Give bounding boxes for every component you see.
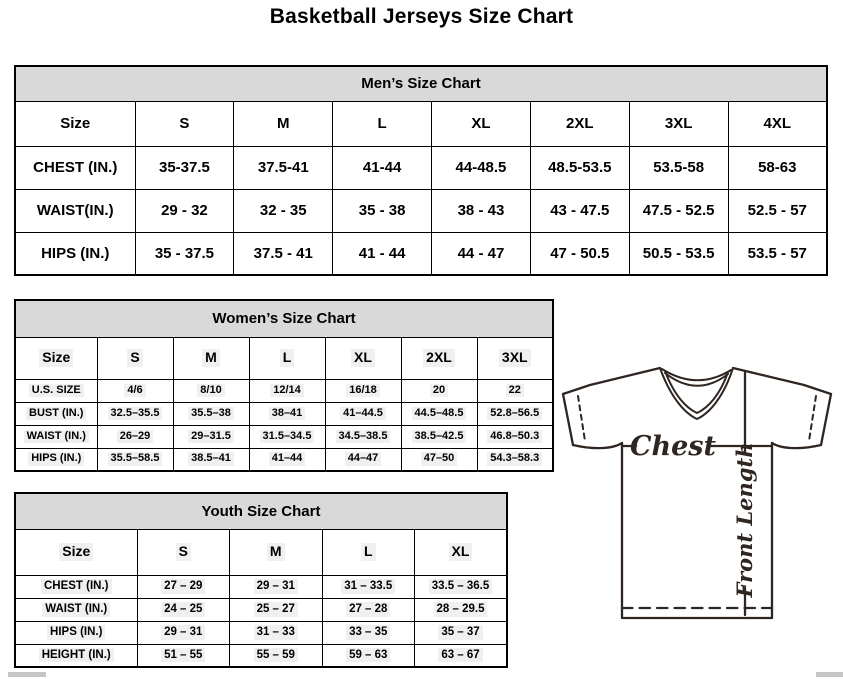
women-table-cell [325,379,401,402]
men-columns-row [15,101,827,146]
youth-table-cell [230,644,323,667]
cell-text: 29–31.5 [188,430,234,444]
men-column-header: S [135,101,234,146]
women-row-label [15,402,97,425]
cell-text: 27 – 29 [161,579,205,593]
youth-table-row [15,644,507,667]
cell-text: 2XL [423,349,455,367]
women-table-cell [249,425,325,448]
women-table-cell [249,402,325,425]
men-title-row [15,66,827,101]
women-table-cell [249,448,325,471]
cell-text: 20 [430,384,448,398]
cell-text: XL [449,543,473,561]
men-row-label: WAIST(IN.) [15,189,135,232]
cell-text: 38.5–42.5 [412,430,467,444]
cell-text: 35.5–38 [188,407,234,421]
cell-text: U.S. SIZE [29,384,84,398]
youth-table-row [15,598,507,621]
cell-text: Size [59,543,93,561]
cell-text: BUST (IN.) [26,407,86,421]
women-row-label [15,425,97,448]
women-table-cell [173,402,249,425]
men-table-cell: 44 - 47 [432,232,531,275]
youth-columns-row [15,529,507,575]
men-table-title: Men’s Size Chart [15,66,827,101]
women-table-cell [249,379,325,402]
men-table-cell: 35 - 37.5 [135,232,234,275]
men-table-cell: 38 - 43 [432,189,531,232]
cell-text: 32.5–35.5 [108,407,163,421]
cell-text: HIPS (IN.) [28,452,84,466]
women-table-cell [173,379,249,402]
men-table-cell: 41 - 44 [333,232,432,275]
cell-text: 28 – 29.5 [434,602,488,616]
youth-table-row [15,575,507,598]
mens-size-table [14,65,828,276]
cell-text: 35.5–58.5 [108,452,163,466]
youth-title-row [15,493,507,529]
men-table-cell: 37.5-41 [234,146,333,189]
youth-row-label [15,644,137,667]
youth-row-label [15,575,137,598]
cell-text: 4/6 [124,384,145,398]
men-table-cell: 44-48.5 [432,146,531,189]
chest-label: Chest [630,431,716,462]
women-column-header [325,337,401,379]
women-table-cell [477,425,553,448]
men-table-cell: 35 - 38 [333,189,432,232]
cell-text: 29 – 31 [161,625,205,639]
men-column-header: 3XL [629,101,728,146]
cell-text: XL [351,349,375,367]
men-table-cell: 47.5 - 52.5 [629,189,728,232]
women-table-row [15,402,553,425]
women-column-header [173,337,249,379]
youth-row-label [15,621,137,644]
men-column-header: Size [15,101,135,146]
men-table-cell: 58-63 [728,146,827,189]
cell-text: S [127,349,142,367]
women-table-cell [325,425,401,448]
women-row-label [15,379,97,402]
women-table-cell [401,402,477,425]
youth-table-cell [322,598,415,621]
women-column-header [97,337,173,379]
cell-text: HIPS (IN.) [47,625,105,639]
women-table-cell [477,402,553,425]
men-table-cell: 47 - 50.5 [530,232,629,275]
youth-column-header [322,529,415,575]
cell-text: 54.3–58.3 [487,452,542,466]
horizontal-scrollbar-fragment-left[interactable] [8,672,46,677]
cell-text: 44–47 [345,452,382,466]
cell-text: L [361,543,376,561]
cell-text: WAIST (IN.) [42,602,110,616]
men-table-cell: 53.5-58 [629,146,728,189]
women-table-cell [97,379,173,402]
cell-text: 46.8–50.3 [487,430,542,444]
cell-text: 44.5–48.5 [412,407,467,421]
horizontal-scrollbar-fragment-right[interactable] [816,672,843,677]
youth-row-label [15,598,137,621]
men-table-row [15,232,827,275]
women-table-cell [97,448,173,471]
cell-text: 41–44 [269,452,306,466]
cell-text: 22 [506,384,524,398]
men-table-cell: 52.5 - 57 [728,189,827,232]
youth-column-header [137,529,230,575]
cell-text: 29 – 31 [254,579,298,593]
youth-table-cell [415,598,508,621]
men-table-cell: 35-37.5 [135,146,234,189]
cell-text: 63 – 67 [438,648,482,662]
cell-text: 31.5–34.5 [260,430,315,444]
women-table-cell [173,448,249,471]
cell-text: M [267,543,285,561]
cell-text: 59 – 63 [346,648,390,662]
men-table-cell: 41-44 [333,146,432,189]
page-title: Basketball Jerseys Size Chart [269,5,574,28]
cell-text: 24 – 25 [161,602,205,616]
youth-column-header [415,529,508,575]
cell-text: Size [39,349,73,367]
youth-table-cell [415,621,508,644]
youth-table-row [15,621,507,644]
cell-text: 51 – 55 [161,648,205,662]
youth-table-cell [230,621,323,644]
cell-text: WAIST (IN.) [24,430,89,444]
youth-column-header [230,529,323,575]
youth-table-cell [137,598,230,621]
women-column-header [15,337,97,379]
cell-text: 38.5–41 [188,452,234,466]
women-table-cell [97,402,173,425]
youth-size-table [14,492,508,668]
women-table-title: Women’s Size Chart [15,300,553,337]
women-row-label [15,448,97,471]
youth-table-title: Youth Size Chart [15,493,507,529]
men-column-header: L [333,101,432,146]
women-title-row [15,300,553,337]
youth-table-cell [322,621,415,644]
cell-text: 33 – 35 [346,625,390,639]
women-column-header [249,337,325,379]
men-table-cell: 50.5 - 53.5 [629,232,728,275]
cell-text: 52.8–56.5 [487,407,542,421]
men-table-cell: 48.5-53.5 [530,146,629,189]
men-row-label: HIPS (IN.) [15,232,135,275]
youth-table-cell [415,575,508,598]
cell-text: 47–50 [421,452,458,466]
women-columns-row [15,337,553,379]
women-table-row [15,448,553,471]
women-table-cell [97,425,173,448]
cell-text: 34.5–38.5 [336,430,391,444]
front-length-label: Front Length [732,442,757,598]
womens-size-table [14,299,554,472]
youth-column-header [15,529,137,575]
cell-text: M [202,349,220,367]
men-column-header: 4XL [728,101,827,146]
men-column-header: M [234,101,333,146]
women-table-cell [477,379,553,402]
men-table-row [15,146,827,189]
women-table-cell [401,448,477,471]
men-column-header: 2XL [530,101,629,146]
women-column-header [477,337,553,379]
youth-table-cell [230,598,323,621]
cell-text: 16/18 [346,384,380,398]
women-table-row [15,425,553,448]
youth-table-cell [137,644,230,667]
men-table-cell: 37.5 - 41 [234,232,333,275]
men-table-cell: 29 - 32 [135,189,234,232]
cell-text: 8/10 [197,384,224,398]
women-table-cell [325,448,401,471]
cell-text: 31 – 33.5 [341,579,395,593]
cell-text: L [280,349,295,367]
women-table-cell [401,425,477,448]
women-table-cell [325,402,401,425]
cell-text: 12/14 [270,384,304,398]
youth-table-cell [230,575,323,598]
cell-text: 26–29 [117,430,154,444]
cell-text: 55 – 59 [254,648,298,662]
youth-table-cell [322,575,415,598]
women-table-cell [401,379,477,402]
cell-text: HEIGHT (IN.) [39,648,114,662]
youth-table-cell [137,621,230,644]
cell-text: 31 – 33 [254,625,298,639]
youth-table-cell [415,644,508,667]
women-column-header [401,337,477,379]
jersey-collar [660,368,733,419]
men-column-header: XL [432,101,531,146]
men-table-row [15,189,827,232]
cell-text: 35 – 37 [438,625,482,639]
cell-text: 27 – 28 [346,602,390,616]
men-row-label: CHEST (IN.) [15,146,135,189]
cell-text: 41–44.5 [340,407,386,421]
cell-text: S [176,543,191,561]
youth-table-cell [322,644,415,667]
cell-text: 38–41 [269,407,306,421]
cell-text: 25 – 27 [254,602,298,616]
jersey-measurement-diagram [556,358,838,628]
men-table-cell: 32 - 35 [234,189,333,232]
women-table-row [15,379,553,402]
men-table-cell: 43 - 47.5 [530,189,629,232]
women-table-cell [173,425,249,448]
cell-text: 33.5 – 36.5 [429,579,493,593]
cell-text: CHEST (IN.) [41,579,112,593]
women-table-cell [477,448,553,471]
cell-text: 3XL [499,349,531,367]
men-table-cell: 53.5 - 57 [728,232,827,275]
youth-table-cell [137,575,230,598]
